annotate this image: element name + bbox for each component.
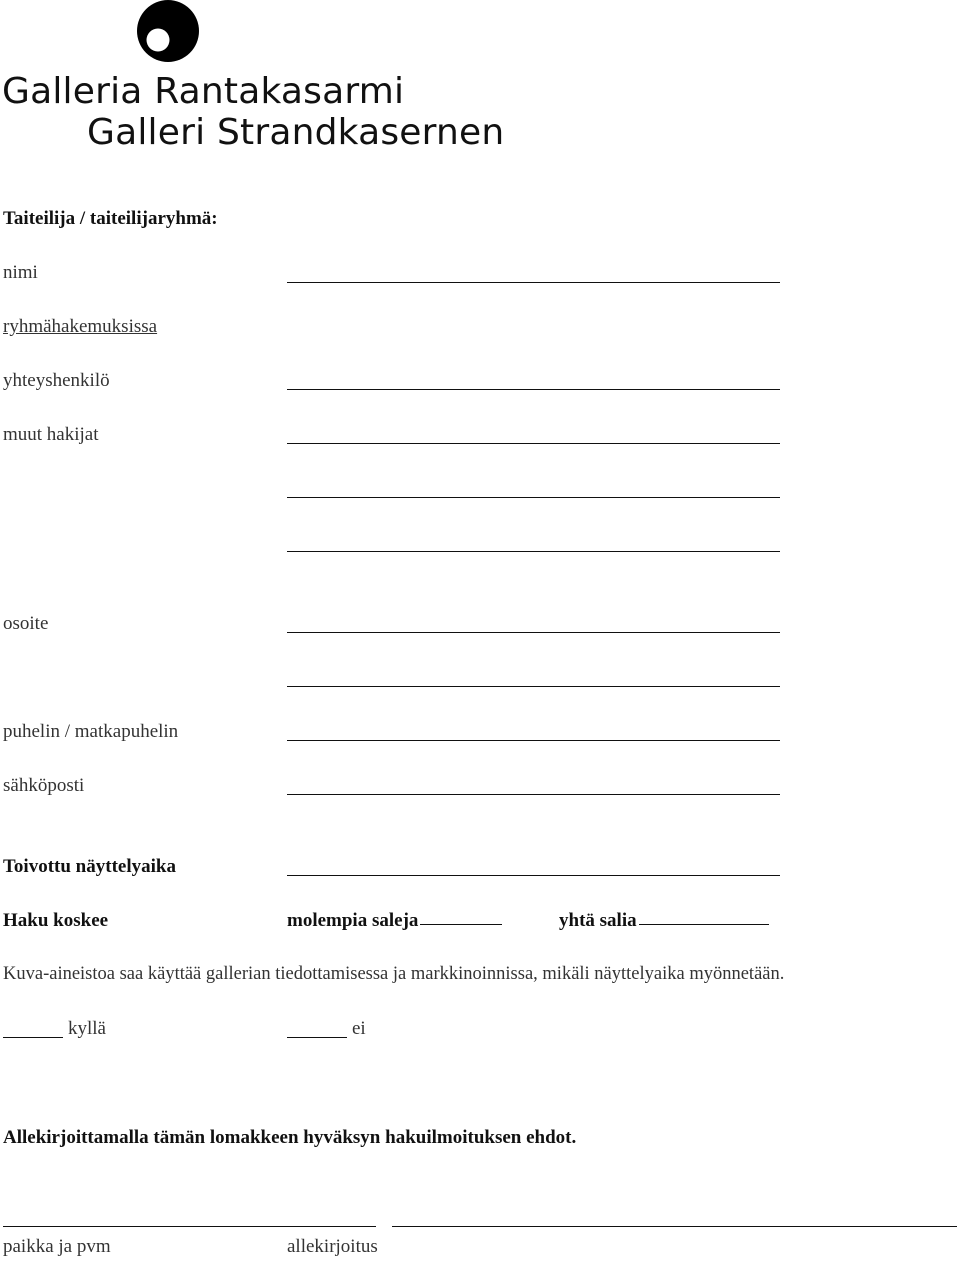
email-label: sähköposti xyxy=(3,775,85,796)
gallery-logo-icon xyxy=(133,0,203,66)
exhibition-time-field[interactable] xyxy=(287,875,780,876)
contact-person-label: yhteyshenkilö xyxy=(3,370,110,391)
option-one-hall-group xyxy=(559,911,771,930)
image-consent-text: Kuva-aineistoa saa käyttää gallerian tiedottamisessa ja markkinoinnissa, mikäli näyttelyaika myönnetään. xyxy=(3,964,785,984)
name-label: nimi xyxy=(3,262,38,283)
consent-no-mark-field[interactable] xyxy=(287,1037,347,1038)
section-heading-applicant: Taiteilija / taiteilijaryhmä: xyxy=(3,208,218,229)
consent-yes-label: kyllä xyxy=(68,1018,106,1039)
org-name-finnish: Galleria Rantakasarmi xyxy=(2,71,405,112)
phone-label: puhelin / matkapuhelin xyxy=(3,721,179,742)
other-applicants-field-1[interactable] xyxy=(287,443,780,444)
name-field[interactable] xyxy=(287,282,780,283)
contact-person-field[interactable] xyxy=(287,389,780,390)
application-concerns-label: Haku koskee xyxy=(3,910,109,931)
place-date-field[interactable] xyxy=(3,1226,376,1227)
option-both-halls-group xyxy=(287,911,504,930)
option-one-hall-mark-field[interactable] xyxy=(639,924,769,925)
agreement-text: Allekirjoittamalla tämän lomakkeen hyväksyn hakuilmoituksen ehdot. xyxy=(3,1127,577,1148)
option-both-halls-label: molempia saleja xyxy=(287,910,419,931)
org-name-swedish: Galleri Strandkasernen xyxy=(87,112,505,153)
consent-yes-mark-field[interactable] xyxy=(3,1037,63,1038)
group-application-note: ryhmähakemuksissa xyxy=(3,316,158,337)
option-both-halls-mark-field[interactable] xyxy=(420,924,502,925)
email-field[interactable] xyxy=(287,794,780,795)
address-field-1[interactable] xyxy=(287,632,780,633)
other-applicants-label: muut hakijat xyxy=(3,424,99,445)
consent-no-label: ei xyxy=(352,1018,366,1039)
exhibition-time-label: Toivottu näyttelyaika xyxy=(3,856,176,877)
option-one-hall-label: yhtä salia xyxy=(559,910,637,931)
signature-label: allekirjoitus xyxy=(287,1236,378,1257)
address-label: osoite xyxy=(3,613,49,634)
signature-field[interactable] xyxy=(392,1226,957,1227)
address-field-2[interactable] xyxy=(287,686,780,687)
other-applicants-field-2[interactable] xyxy=(287,497,780,498)
other-applicants-field-3[interactable] xyxy=(287,551,780,552)
phone-field[interactable] xyxy=(287,740,780,741)
place-date-label: paikka ja pvm xyxy=(3,1236,111,1257)
